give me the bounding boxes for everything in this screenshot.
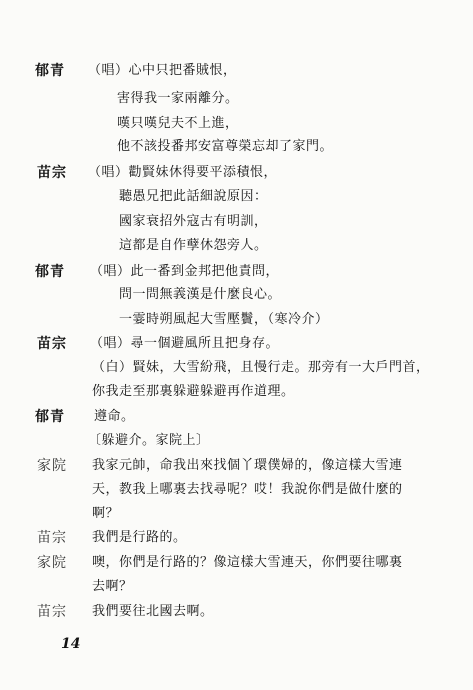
script-line: 一霎時朔風起大雪壓鬢，（寒冷介） — [119, 312, 329, 327]
script-line: 國家衰招外寇古有明訓， — [119, 214, 268, 229]
script-line: （唱）心中只把番賊恨， — [88, 63, 237, 78]
script-line: 我們要往北國去啊。 — [92, 604, 214, 619]
script-line: 嘆只嘆兒夫不上進， — [117, 116, 239, 131]
script-line: 噢，你們是行路的？像這樣大雪連天，你們要往哪裏 — [92, 555, 403, 570]
speaker-label: 苗宗 — [37, 165, 67, 181]
speaker-label: 苗宗 — [37, 336, 67, 352]
script-line: （唱）此一番到金邦把他責問， — [90, 264, 280, 279]
script-line: 聽愚兄把此話細說原因： — [119, 189, 268, 204]
stage-direction: 〔躲避介。家院上〕 — [88, 433, 210, 448]
speaker-label: 郁青 — [35, 264, 65, 280]
script-line: 啊？ — [92, 506, 120, 521]
script-line: （唱）尋一個避風所且把身存。 — [90, 336, 280, 351]
speaker-label: 苗宗 — [37, 604, 67, 620]
speaker-label: 家院 — [37, 458, 67, 474]
page-number: 14 — [61, 636, 81, 652]
script-line: 遵命。 — [94, 409, 135, 424]
script-line: 他不該投番邦安富尊榮忘却了家門。 — [117, 139, 334, 154]
script-line: （白）賢妹，大雪紛飛，且慢行走。那旁有一大戶門首， — [92, 360, 430, 375]
script-line: 我們是行路的。 — [92, 530, 187, 545]
script-line: 你我走至那裏躲避躲避再作道理。 — [92, 384, 295, 399]
speaker-label: 苗宗 — [37, 530, 67, 546]
script-line: 我家元帥，命我出來找個丫環僕婦的，像這樣大雪連 — [92, 458, 403, 473]
script-line: 這都是自作孽休怨旁人。 — [119, 238, 268, 253]
script-line: 問一問無義漢是什麼良心。 — [119, 287, 282, 302]
speaker-label: 郁青 — [35, 409, 65, 425]
script-line: 害得我一家兩離分。 — [117, 91, 239, 106]
script-line: （唱）勸賢妹休得要平添積恨， — [88, 165, 278, 180]
script-line: 去啊？ — [92, 579, 133, 594]
script-line: 天，教我上哪裏去找尋呢？哎！我說你們是做什麼的 — [92, 482, 403, 497]
speaker-label: 家院 — [37, 555, 67, 571]
speaker-label: 郁青 — [35, 63, 65, 79]
